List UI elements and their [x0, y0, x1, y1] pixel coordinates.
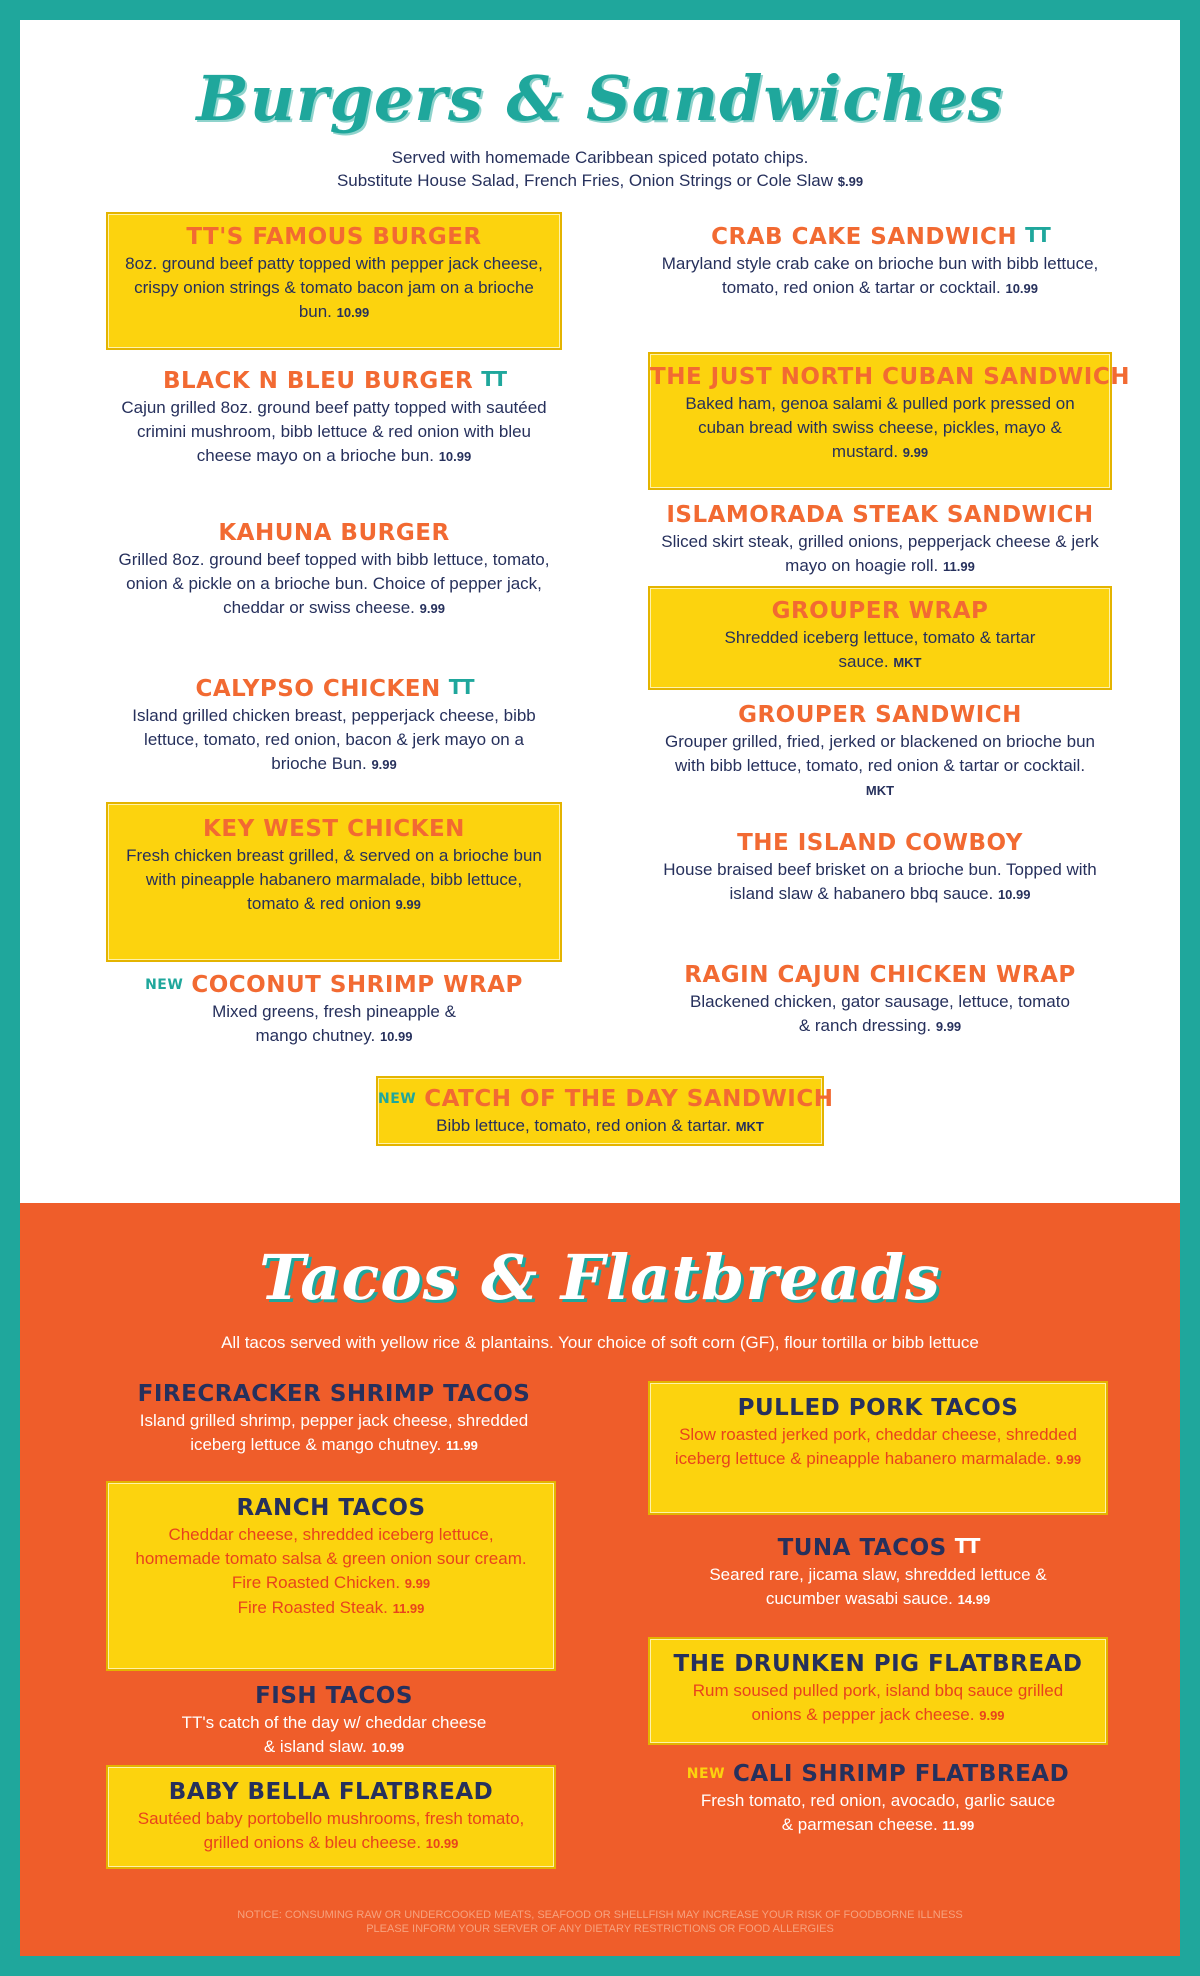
- item-desc: TT's catch of the day w/ cheddar cheese & island slaw. 10.99: [181, 1713, 487, 1756]
- item-desc: Rum soused pulled pork, island bbq sauce grilled onions & pepper jack cheese. 9.99: [692, 1681, 1064, 1724]
- item-desc: Baked ham, genoa salami & pulled pork pressed on cuban bread with swiss cheese, pickles, mayo & mustard. 9.99: [685, 394, 1075, 461]
- item-price: 10.99: [425, 1836, 459, 1851]
- item-price: 10.99: [1005, 281, 1039, 296]
- item-desc: Slow roasted jerked pork, cheddar cheese, shredded iceberg lettuce & pineapple habanero marmalade. 9.99: [674, 1425, 1082, 1468]
- menu-item-cali-shrimp-flatbread: [658, 1759, 1098, 1838]
- burgers-section: [20, 20, 1180, 1203]
- menu-item-islamorada-steak: [660, 500, 1100, 579]
- menu-item-tuna-tacos: [658, 1531, 1098, 1612]
- item-price: 9.99: [371, 757, 397, 772]
- item-price: MKT: [865, 783, 895, 798]
- food-safety-notice: [20, 1908, 1180, 1936]
- menu-item-tts-famous-burger: [106, 212, 562, 350]
- item-option-chicken: Fire Roasted Chicken. 9.99: [231, 1573, 431, 1592]
- menu-item-island-cowboy: [660, 828, 1100, 907]
- burgers-intro-line2: Substitute House Salad, French Fries, Onion Strings or Cole Slaw $.99: [336, 171, 864, 190]
- new-tag: NEW: [145, 977, 184, 993]
- item-name: THE ISLAND COWBOY: [737, 830, 1023, 856]
- notice-line2: PLEASE INFORM YOUR SERVER OF ANY DIETARY RESTRICTIONS OR FOOD ALLERGIES: [366, 1923, 834, 1935]
- item-desc: Island grilled chicken breast, pepperjack cheese, bibb lettuce, tomato, red onion, bacon & jerk mayo on a brioche Bun. 9.99: [132, 706, 536, 773]
- item-desc: Bibb lettuce, tomato, red onion & tartar. MKT: [436, 1116, 764, 1135]
- item-name: BABY BELLA FLATBREAD: [168, 1779, 494, 1805]
- item-name: THE DRUNKEN PIG FLATBREAD: [673, 1651, 1083, 1677]
- item-name: CALYPSO CHICKEN TT: [116, 672, 552, 704]
- item-desc: Fresh tomato, red onion, avocado, garlic sauce & parmesan cheese. 11.99: [700, 1791, 1056, 1834]
- burgers-title: Burgers & Sandwiches: [196, 62, 1004, 135]
- item-option-steak: Fire Roasted Steak. 11.99: [237, 1598, 425, 1617]
- item-name: NEW CATCH OF THE DAY SANDWICH: [378, 1086, 834, 1112]
- item-price: MKT: [893, 655, 922, 670]
- tt-badge-icon: TT: [448, 675, 473, 699]
- item-price: 9.99: [404, 1576, 431, 1591]
- item-desc: Fresh chicken breast grilled, & served on a brioche bun with pineapple habanero marmalade, bibb lettuce, tomato & red onion 9.99: [126, 846, 542, 913]
- item-desc: Grilled 8oz. ground beef topped with bibb lettuce, tomato, onion & pickle on a brioche bun. Choice of pepper jack, cheddar or swiss cheese. 9.99: [118, 550, 550, 617]
- item-desc: Seared rare, jicama slaw, shredded lettuce & cucumber wasabi sauce. 14.99: [709, 1565, 1047, 1608]
- item-price: MKT: [735, 1119, 764, 1134]
- item-price: 14.99: [957, 1592, 991, 1607]
- item-name: RAGIN CAJUN CHICKEN WRAP: [684, 962, 1076, 988]
- item-name: GROUPER SANDWICH: [738, 702, 1022, 728]
- item-price: 11.99: [943, 559, 975, 574]
- menu-item-baby-bella-flatbread: [106, 1765, 556, 1869]
- menu-item-ragin-cajun-wrap: [660, 960, 1100, 1039]
- item-name: THE JUST NORTH CUBAN SANDWICH: [650, 364, 1130, 390]
- item-name: NEW COCONUT SHRIMP WRAP: [145, 972, 523, 998]
- item-price: 10.99: [379, 1029, 413, 1044]
- item-price: 9.99: [979, 1708, 1005, 1723]
- item-price: 9.99: [1055, 1452, 1082, 1467]
- tacos-intro: All tacos served with yellow rice & plantains. Your choice of soft corn (GF), flour tortilla or bibb lettuce: [221, 1333, 979, 1352]
- item-name: PULLED PORK TACOS: [737, 1395, 1019, 1421]
- item-desc: Grouper grilled, fried, jerked or blackened on brioche bun with bibb lettuce, tomato, red onion & tartar or cocktail. MKT: [665, 732, 1095, 798]
- item-price: 10.99: [997, 887, 1031, 902]
- item-price: 10.99: [438, 449, 472, 464]
- menu-item-firecracker-shrimp-tacos: [116, 1379, 552, 1458]
- item-desc: Mixed greens, fresh pineapple & mango chutney. 10.99: [212, 1002, 456, 1045]
- new-tag: NEW: [378, 1091, 417, 1107]
- item-price: 11.99: [445, 1438, 478, 1453]
- menu-item-calypso-chicken: [116, 672, 552, 777]
- menu-item-kahuna-burger: [116, 518, 552, 621]
- menu-item-key-west-chicken: [106, 802, 562, 962]
- menu-item-crab-cake-sandwich: [660, 220, 1100, 301]
- item-name: TT'S FAMOUS BURGER: [186, 224, 482, 250]
- item-desc: House braised beef brisket on a brioche bun. Topped with island slaw & habanero bbq sauce. 10.99: [663, 860, 1097, 903]
- item-desc: Sliced skirt steak, grilled onions, pepperjack cheese & jerk mayo on hoagie roll. 11.99: [661, 532, 1099, 575]
- item-name: FISH TACOS: [255, 1683, 413, 1709]
- menu-item-drunken-pig-flatbread: [648, 1637, 1108, 1745]
- item-desc: Sautéed baby portobello mushrooms, fresh tomato, grilled onions & bleu cheese. 10.99: [137, 1809, 525, 1852]
- item-price: 9.99: [395, 897, 421, 912]
- substitute-price: $.99: [837, 174, 864, 189]
- item-price: 11.99: [392, 1601, 425, 1616]
- menu-item-coconut-shrimp-wrap: [116, 970, 552, 1049]
- item-name: BLACK N BLEU BURGER TT: [116, 364, 552, 396]
- item-name: FIRECRACKER SHRIMP TACOS: [137, 1381, 531, 1407]
- item-desc: Blackened chicken, gator sausage, lettuce, tomato & ranch dressing. 9.99: [690, 992, 1070, 1035]
- item-desc: Cheddar cheese, shredded iceberg lettuce, homemade tomato salsa & green onion sour cream.: [135, 1525, 527, 1568]
- item-price: 9.99: [935, 1019, 962, 1034]
- item-name: CRAB CAKE SANDWICH TT: [660, 220, 1100, 252]
- menu-item-grouper-sandwich: [660, 700, 1100, 803]
- menu-item-fish-tacos: [116, 1681, 552, 1760]
- tt-badge-icon: TT: [954, 1534, 979, 1558]
- item-desc: Cajun grilled 8oz. ground beef patty topped with sautéed crimini mushroom, bibb lettuce & red onion with bleu cheese mayo on a brioche bun. 10.99: [121, 398, 547, 465]
- item-name: TUNA TACOS TT: [658, 1531, 1098, 1563]
- item-name: GROUPER WRAP: [771, 598, 989, 624]
- item-desc: Island grilled shrimp, pepper jack cheese, shredded iceberg lettuce & mango chutney. 11.99: [139, 1411, 529, 1454]
- menu-item-black-n-bleu-burger: [116, 364, 552, 469]
- item-name: ISLAMORADA STEAK SANDWICH: [666, 502, 1094, 528]
- tt-badge-icon: TT: [481, 367, 505, 391]
- tacos-title: Tacos & Flatbreads: [259, 1241, 941, 1314]
- item-price: 11.99: [942, 1818, 975, 1833]
- item-name: KAHUNA BURGER: [218, 520, 450, 546]
- item-name: NEW CALI SHRIMP FLATBREAD: [686, 1761, 1070, 1787]
- item-price: 10.99: [336, 305, 370, 320]
- item-desc: Shredded iceberg lettuce, tomato & tartar sauce. MKT: [724, 628, 1036, 671]
- item-price: 9.99: [419, 601, 445, 616]
- burgers-intro: [20, 146, 1180, 193]
- notice-line1: NOTICE: CONSUMING RAW OR UNDERCOOKED MEATS, SEAFOOD OR SHELLFISH MAY INCREASE YOUR RISK OF FOODBORNE ILLNESS: [237, 1909, 963, 1921]
- tacos-section: [20, 1203, 1180, 1976]
- item-name: RANCH TACOS: [236, 1495, 426, 1521]
- menu-item-catch-of-the-day: [376, 1076, 834, 1146]
- menu-item-grouper-wrap: [648, 586, 1112, 690]
- item-desc: 8oz. ground beef patty topped with pepper jack cheese, crispy onion strings & tomato bacon jam on a brioche bun. 10.99: [125, 254, 543, 321]
- item-name: KEY WEST CHICKEN: [203, 816, 465, 842]
- tt-badge-icon: TT: [1025, 223, 1049, 247]
- menu-item-ranch-tacos: [106, 1481, 556, 1671]
- new-tag: NEW: [686, 1766, 726, 1782]
- menu-item-just-north-cuban: [648, 352, 1130, 490]
- menu-item-pulled-pork-tacos: [648, 1381, 1108, 1515]
- item-price: 9.99: [902, 445, 929, 460]
- item-price: 10.99: [371, 1740, 405, 1755]
- item-desc: Maryland style crab cake on brioche bun with bibb lettuce, tomato, red onion & tartar or cocktail. 10.99: [661, 254, 1099, 297]
- burgers-intro-line1: Served with homemade Caribbean spiced potato chips.: [391, 148, 809, 167]
